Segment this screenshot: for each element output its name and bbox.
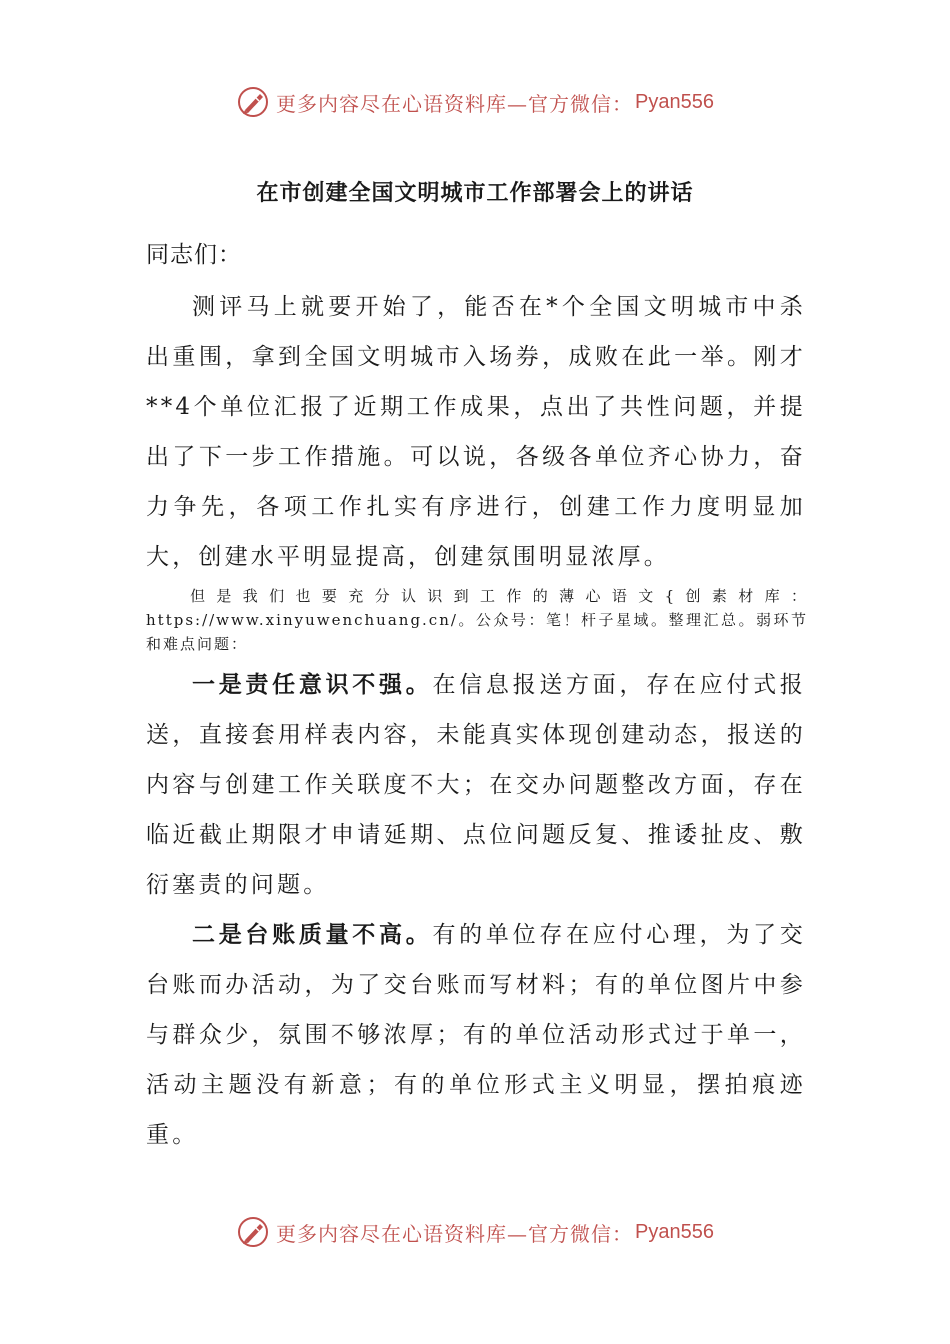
paragraph-4 [146,910,806,1160]
wechat-id: Pyan556 [635,1220,714,1243]
pen-logo-icon [236,85,270,119]
pen-logo-icon [236,1215,270,1249]
greeting: 同志们： [146,242,242,268]
header-banner [0,82,950,122]
banner-text: 更多内容尽在心语资料库—官方微信： [276,1221,634,1246]
paragraph-3 [146,660,806,910]
paragraph-4-lead: 二是台账质量不高。 [192,922,433,948]
banner-text: 更多内容尽在心语资料库—官方微信： [276,91,634,116]
document-title: 在市创建全国文明城市工作部署会上的讲话 [256,181,694,206]
paragraph-1: 测评马上就要开始了，能否在*个全国文明城市中杀出重围，拿到全国文明城市入场券，成败在此一举。刚才**4个单位汇报了近期工作成果，点出了共性问题，并提出了下一步工作措施。可以说，各级各单位齐心协力，奋力争先，各项工作扎实有序进行，创建工作力度明显加大，创建水平明显提高，创建氛围明显浓厚。 [146,294,806,570]
paragraph-2-watermarked: 但是我们也要充分认识到工作的薄心语文{创素材库：https://www.xinyuwenchuang.cn/。公众号：笔！杆子星域。整理汇总。弱环节和难点问题： [146,587,808,653]
paragraph-3-lead: 一是责任意识不强。 [192,672,433,698]
paragraph-4-body: 有的单位存在应付心理，为了交台账而办活动，为了交台账而写材料；有的单位图片中参与群众少，氛围不够浓厚；有的单位活动形式过于单一，活动主题没有新意；有的单位形式主义明显，摆拍痕迹重。 [146,922,806,1148]
footer-banner [0,1212,950,1252]
paragraph-3-body: 在信息报送方面，存在应付式报送，直接套用样表内容，未能真实体现创建动态，报送的内容与创建工作关联度不大；在交办问题整改方面，存在临近截止期限才申请延期、点位问题反复、推诿扯皮、敷衍塞责的问题。 [146,672,806,898]
wechat-id: Pyan556 [635,90,714,113]
